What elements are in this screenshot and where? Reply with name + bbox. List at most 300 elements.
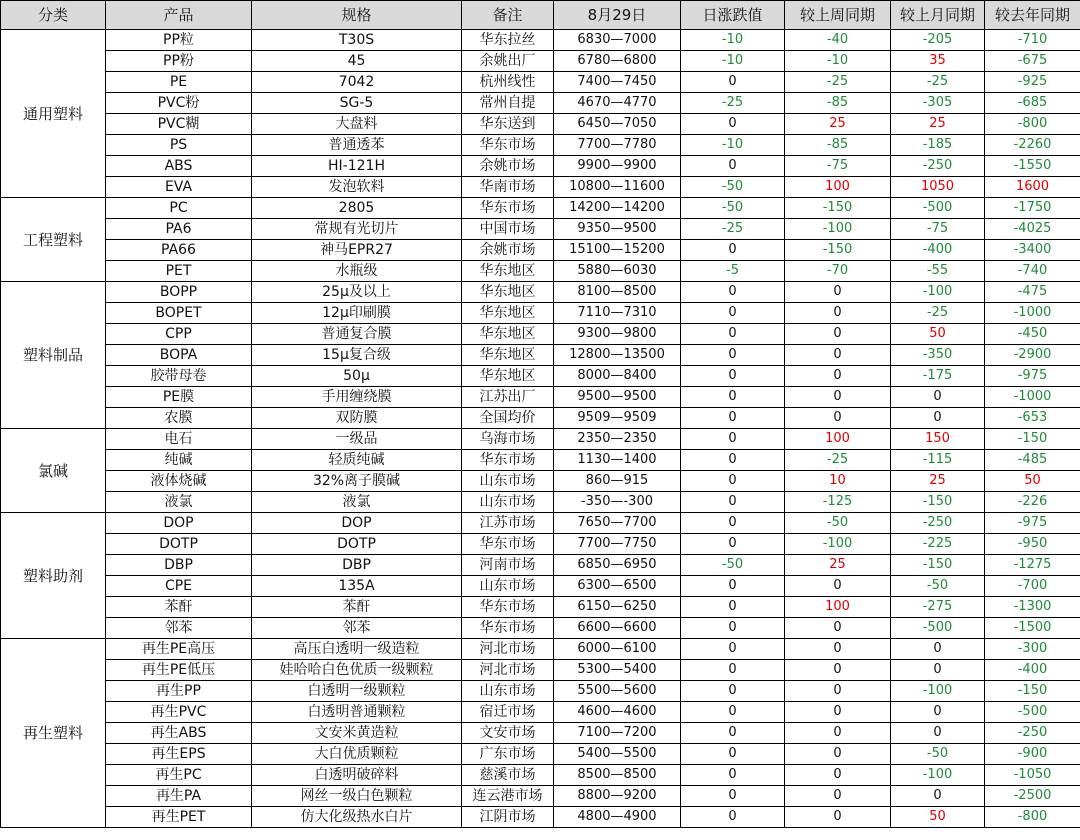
header-spec: 规格: [252, 1, 462, 30]
table-row: [1, 303, 1080, 324]
product-cell: 再生PC: [106, 765, 252, 786]
vs-last-year-cell: -400: [985, 660, 1080, 681]
daily-change-cell: 0: [681, 513, 785, 534]
vs-last-week-cell: 25: [785, 114, 891, 135]
product-cell: CPE: [106, 576, 252, 597]
daily-change-cell: 0: [681, 723, 785, 744]
spec-cell: HI-121H: [252, 156, 462, 177]
vs-last-year-cell: -685: [985, 93, 1080, 114]
spec-cell: 仿大化级热水白片: [252, 807, 462, 828]
vs-last-week-cell: 0: [785, 744, 891, 765]
product-cell: PVC粉: [106, 93, 252, 114]
product-cell: 液氯: [106, 492, 252, 513]
vs-last-month-cell: -185: [891, 135, 985, 156]
spec-cell: DOP: [252, 513, 462, 534]
vs-last-year-cell: -500: [985, 702, 1080, 723]
note-cell: 余姚出厂: [462, 51, 554, 72]
daily-change-cell: -10: [681, 51, 785, 72]
vs-last-year-cell: -300: [985, 639, 1080, 660]
note-cell: 连云港市场: [462, 786, 554, 807]
table-row: [1, 408, 1080, 429]
note-cell: 常州自提: [462, 93, 554, 114]
category-cell: 塑料制品: [1, 282, 106, 429]
vs-last-year-cell: 50: [985, 471, 1080, 492]
table-row: [1, 387, 1080, 408]
spec-cell: 文安米黄造粒: [252, 723, 462, 744]
vs-last-month-cell: 0: [891, 660, 985, 681]
vs-last-month-cell: 25: [891, 471, 985, 492]
daily-change-cell: -10: [681, 30, 785, 51]
spec-cell: 135A: [252, 576, 462, 597]
vs-last-year-cell: -975: [985, 366, 1080, 387]
vs-last-month-cell: 0: [891, 408, 985, 429]
note-cell: 河南市场: [462, 555, 554, 576]
vs-last-week-cell: 0: [785, 303, 891, 324]
table-row: [1, 51, 1080, 72]
vs-last-month-cell: 0: [891, 639, 985, 660]
vs-last-year-cell: -2260: [985, 135, 1080, 156]
spec-cell: 双防膜: [252, 408, 462, 429]
daily-change-cell: 0: [681, 114, 785, 135]
product-cell: DOTP: [106, 534, 252, 555]
vs-last-year-cell: -485: [985, 450, 1080, 471]
vs-last-year-cell: -2500: [985, 786, 1080, 807]
note-cell: 华东地区: [462, 282, 554, 303]
vs-last-week-cell: -40: [785, 30, 891, 51]
vs-last-week-cell: -10: [785, 51, 891, 72]
spec-cell: 白透明普通颗粒: [252, 702, 462, 723]
table-row: [1, 681, 1080, 702]
spec-cell: 50μ: [252, 366, 462, 387]
header-row: [1, 1, 1080, 30]
table-row: [1, 93, 1080, 114]
product-cell: 再生PA: [106, 786, 252, 807]
note-cell: 宿迁市场: [462, 702, 554, 723]
vs-last-year-cell: -1000: [985, 387, 1080, 408]
price-cell: 6600—6600: [554, 618, 681, 639]
product-cell: 再生ABS: [106, 723, 252, 744]
table-row: [1, 639, 1080, 660]
table-row: [1, 177, 1080, 198]
price-cell: 14200—14200: [554, 198, 681, 219]
daily-change-cell: 0: [681, 240, 785, 261]
price-cell: 8100—8500: [554, 282, 681, 303]
category-cell: 再生塑料: [1, 639, 106, 828]
category-cell: 氯碱: [1, 429, 106, 513]
product-cell: DOP: [106, 513, 252, 534]
note-cell: 江苏出厂: [462, 387, 554, 408]
vs-last-year-cell: -1000: [985, 303, 1080, 324]
note-cell: 山东市场: [462, 576, 554, 597]
note-cell: 华东市场: [462, 135, 554, 156]
product-cell: PVC糊: [106, 114, 252, 135]
price-cell: 10800—11600: [554, 177, 681, 198]
note-cell: 华东地区: [462, 366, 554, 387]
vs-last-year-cell: -1300: [985, 597, 1080, 618]
vs-last-week-cell: 10: [785, 471, 891, 492]
note-cell: 慈溪市场: [462, 765, 554, 786]
vs-last-week-cell: 0: [785, 660, 891, 681]
table-row: [1, 324, 1080, 345]
price-cell: 15100—15200: [554, 240, 681, 261]
price-cell: 6000—6100: [554, 639, 681, 660]
vs-last-week-cell: -25: [785, 450, 891, 471]
price-cell: 8800—9200: [554, 786, 681, 807]
vs-last-year-cell: -1550: [985, 156, 1080, 177]
table-row: [1, 576, 1080, 597]
table-row: [1, 597, 1080, 618]
table-row: [1, 429, 1080, 450]
daily-change-cell: 0: [681, 303, 785, 324]
product-cell: PP粒: [106, 30, 252, 51]
vs-last-month-cell: 150: [891, 429, 985, 450]
product-cell: DBP: [106, 555, 252, 576]
vs-last-month-cell: -150: [891, 555, 985, 576]
note-cell: 华东地区: [462, 261, 554, 282]
product-cell: CPP: [106, 324, 252, 345]
header-daily-change: 日涨跌值: [681, 1, 785, 30]
price-cell: 6780—6800: [554, 51, 681, 72]
spec-cell: 12μ印刷膜: [252, 303, 462, 324]
daily-change-cell: 0: [681, 282, 785, 303]
price-cell: 4800—4900: [554, 807, 681, 828]
vs-last-year-cell: -150: [985, 681, 1080, 702]
table-row: [1, 660, 1080, 681]
product-cell: 再生PE低压: [106, 660, 252, 681]
price-cell: 7700—7750: [554, 534, 681, 555]
vs-last-month-cell: -100: [891, 765, 985, 786]
vs-last-week-cell: 0: [785, 282, 891, 303]
spec-cell: 高压白透明一级造粒: [252, 639, 462, 660]
price-cell: 5400—5500: [554, 744, 681, 765]
note-cell: 华东地区: [462, 303, 554, 324]
table-row: [1, 156, 1080, 177]
table-row: [1, 471, 1080, 492]
vs-last-month-cell: -500: [891, 198, 985, 219]
daily-change-cell: 0: [681, 366, 785, 387]
vs-last-year-cell: -710: [985, 30, 1080, 51]
price-cell: 8500—8500: [554, 765, 681, 786]
price-cell: 5880—6030: [554, 261, 681, 282]
daily-change-cell: 0: [681, 744, 785, 765]
price-cell: 6450—7050: [554, 114, 681, 135]
vs-last-month-cell: 50: [891, 324, 985, 345]
vs-last-week-cell: 0: [785, 702, 891, 723]
spec-cell: 大白优质颗粒: [252, 744, 462, 765]
product-cell: 农膜: [106, 408, 252, 429]
vs-last-month-cell: 0: [891, 702, 985, 723]
vs-last-week-cell: 0: [785, 681, 891, 702]
spec-cell: 32%离子膜碱: [252, 471, 462, 492]
vs-last-month-cell: -150: [891, 492, 985, 513]
daily-change-cell: 0: [681, 492, 785, 513]
price-cell: 7700—7780: [554, 135, 681, 156]
table-row: [1, 72, 1080, 93]
vs-last-month-cell: -250: [891, 513, 985, 534]
product-cell: BOPP: [106, 282, 252, 303]
vs-last-year-cell: -250: [985, 723, 1080, 744]
spec-cell: 普通透苯: [252, 135, 462, 156]
spec-cell: 大盘料: [252, 114, 462, 135]
daily-change-cell: 0: [681, 597, 785, 618]
vs-last-month-cell: -250: [891, 156, 985, 177]
vs-last-week-cell: -85: [785, 135, 891, 156]
table-row: [1, 261, 1080, 282]
table-row: [1, 30, 1080, 51]
vs-last-month-cell: -175: [891, 366, 985, 387]
daily-change-cell: -25: [681, 93, 785, 114]
vs-last-year-cell: -975: [985, 513, 1080, 534]
price-cell: 6300—6500: [554, 576, 681, 597]
spec-cell: 一级品: [252, 429, 462, 450]
daily-change-cell: -50: [681, 198, 785, 219]
vs-last-week-cell: 0: [785, 387, 891, 408]
vs-last-month-cell: -50: [891, 744, 985, 765]
vs-last-week-cell: -70: [785, 261, 891, 282]
table-row: [1, 282, 1080, 303]
daily-change-cell: -50: [681, 555, 785, 576]
table-row: [1, 450, 1080, 471]
price-cell: 5300—5400: [554, 660, 681, 681]
vs-last-year-cell: -800: [985, 807, 1080, 828]
vs-last-week-cell: -50: [785, 513, 891, 534]
spec-cell: 液氯: [252, 492, 462, 513]
vs-last-week-cell: 0: [785, 408, 891, 429]
price-cell: 860—915: [554, 471, 681, 492]
daily-change-cell: 0: [681, 576, 785, 597]
daily-change-cell: 0: [681, 534, 785, 555]
vs-last-year-cell: -675: [985, 51, 1080, 72]
product-cell: PP粉: [106, 51, 252, 72]
vs-last-month-cell: 0: [891, 786, 985, 807]
spec-cell: 2805: [252, 198, 462, 219]
header-product: 产品: [106, 1, 252, 30]
product-cell: 电石: [106, 429, 252, 450]
vs-last-month-cell: -25: [891, 303, 985, 324]
vs-last-week-cell: -100: [785, 219, 891, 240]
note-cell: 山东市场: [462, 471, 554, 492]
vs-last-year-cell: -1750: [985, 198, 1080, 219]
product-cell: PS: [106, 135, 252, 156]
daily-change-cell: 0: [681, 765, 785, 786]
daily-change-cell: 0: [681, 639, 785, 660]
spec-cell: SG-5: [252, 93, 462, 114]
vs-last-year-cell: -226: [985, 492, 1080, 513]
vs-last-year-cell: -150: [985, 429, 1080, 450]
daily-change-cell: 0: [681, 72, 785, 93]
vs-last-year-cell: -4025: [985, 219, 1080, 240]
spec-cell: 娃哈哈白色优质一级颗粒: [252, 660, 462, 681]
spec-cell: 邻苯: [252, 618, 462, 639]
vs-last-week-cell: 0: [785, 345, 891, 366]
product-cell: BOPET: [106, 303, 252, 324]
spec-cell: 神马EPR27: [252, 240, 462, 261]
note-cell: 山东市场: [462, 681, 554, 702]
daily-change-cell: 0: [681, 471, 785, 492]
vs-last-month-cell: 35: [891, 51, 985, 72]
note-cell: 江苏市场: [462, 513, 554, 534]
vs-last-month-cell: -50: [891, 576, 985, 597]
product-cell: 再生PE高压: [106, 639, 252, 660]
vs-last-month-cell: -205: [891, 30, 985, 51]
spec-cell: 手用缠绕膜: [252, 387, 462, 408]
vs-last-year-cell: 1600: [985, 177, 1080, 198]
vs-last-month-cell: 50: [891, 807, 985, 828]
note-cell: 华东市场: [462, 198, 554, 219]
note-cell: 余姚市场: [462, 156, 554, 177]
product-cell: 再生PP: [106, 681, 252, 702]
price-cell: 6830—7000: [554, 30, 681, 51]
spec-cell: 水瓶级: [252, 261, 462, 282]
product-cell: 苯酐: [106, 597, 252, 618]
note-cell: 华东地区: [462, 324, 554, 345]
vs-last-year-cell: -1050: [985, 765, 1080, 786]
product-cell: PC: [106, 198, 252, 219]
vs-last-week-cell: 100: [785, 429, 891, 450]
note-cell: 江阴市场: [462, 807, 554, 828]
price-cell: 7100—7200: [554, 723, 681, 744]
table-row: [1, 723, 1080, 744]
daily-change-cell: -25: [681, 219, 785, 240]
category-cell: 通用塑料: [1, 30, 106, 198]
vs-last-month-cell: -75: [891, 219, 985, 240]
header-note: 备注: [462, 1, 554, 30]
price-cell: 9300—9800: [554, 324, 681, 345]
note-cell: 广东市场: [462, 744, 554, 765]
product-cell: 纯碱: [106, 450, 252, 471]
vs-last-month-cell: -225: [891, 534, 985, 555]
vs-last-month-cell: -55: [891, 261, 985, 282]
category-cell: 工程塑料: [1, 198, 106, 282]
spec-cell: 发泡软料: [252, 177, 462, 198]
price-cell: 2350—2350: [554, 429, 681, 450]
note-cell: 河北市场: [462, 660, 554, 681]
table-row: [1, 219, 1080, 240]
header-category: 分类: [1, 1, 106, 30]
daily-change-cell: 0: [681, 618, 785, 639]
spec-cell: 25μ及以上: [252, 282, 462, 303]
price-cell: 6850—6950: [554, 555, 681, 576]
vs-last-year-cell: -1500: [985, 618, 1080, 639]
category-cell: 塑料助剂: [1, 513, 106, 639]
header-vs-last-year: 较去年同期: [985, 1, 1080, 30]
daily-change-cell: -10: [681, 135, 785, 156]
price-cell: 12800—13500: [554, 345, 681, 366]
table-row: [1, 366, 1080, 387]
vs-last-week-cell: -85: [785, 93, 891, 114]
price-cell: 7400—7450: [554, 72, 681, 93]
table-row: [1, 534, 1080, 555]
vs-last-year-cell: -653: [985, 408, 1080, 429]
price-cell: -350—-300: [554, 492, 681, 513]
price-cell: 9350—9500: [554, 219, 681, 240]
vs-last-month-cell: -500: [891, 618, 985, 639]
note-cell: 中国市场: [462, 219, 554, 240]
spec-cell: 网丝一级白色颗粒: [252, 786, 462, 807]
vs-last-week-cell: 25: [785, 555, 891, 576]
vs-last-week-cell: -150: [785, 240, 891, 261]
table-row: [1, 807, 1080, 828]
vs-last-month-cell: 1050: [891, 177, 985, 198]
table-row: [1, 765, 1080, 786]
note-cell: 文安市场: [462, 723, 554, 744]
table-row: [1, 492, 1080, 513]
product-cell: 邻苯: [106, 618, 252, 639]
note-cell: 华东拉丝: [462, 30, 554, 51]
vs-last-year-cell: -800: [985, 114, 1080, 135]
daily-change-cell: 0: [681, 681, 785, 702]
spec-cell: 45: [252, 51, 462, 72]
price-cell: 1130—1400: [554, 450, 681, 471]
vs-last-month-cell: -400: [891, 240, 985, 261]
daily-change-cell: 0: [681, 324, 785, 345]
vs-last-month-cell: -25: [891, 72, 985, 93]
vs-last-year-cell: -475: [985, 282, 1080, 303]
daily-change-cell: 0: [681, 156, 785, 177]
vs-last-month-cell: -350: [891, 345, 985, 366]
vs-last-year-cell: -1275: [985, 555, 1080, 576]
table-row: [1, 618, 1080, 639]
product-cell: PA6: [106, 219, 252, 240]
note-cell: 华东市场: [462, 618, 554, 639]
vs-last-month-cell: 0: [891, 723, 985, 744]
note-cell: 华东地区: [462, 345, 554, 366]
price-cell: 9900—9900: [554, 156, 681, 177]
spec-cell: 常规有光切片: [252, 219, 462, 240]
spec-cell: T30S: [252, 30, 462, 51]
note-cell: 山东市场: [462, 492, 554, 513]
table-row: [1, 135, 1080, 156]
note-cell: 华东市场: [462, 534, 554, 555]
price-cell: 5500—5600: [554, 681, 681, 702]
vs-last-month-cell: 0: [891, 387, 985, 408]
vs-last-week-cell: 100: [785, 177, 891, 198]
daily-change-cell: 0: [681, 660, 785, 681]
spec-cell: DBP: [252, 555, 462, 576]
table-row: [1, 345, 1080, 366]
spec-cell: 轻质纯碱: [252, 450, 462, 471]
spec-cell: 7042: [252, 72, 462, 93]
note-cell: 河北市场: [462, 639, 554, 660]
vs-last-week-cell: 0: [785, 765, 891, 786]
table-row: [1, 198, 1080, 219]
note-cell: 乌海市场: [462, 429, 554, 450]
table-row: [1, 702, 1080, 723]
spec-cell: DOTP: [252, 534, 462, 555]
price-cell: 9500—9500: [554, 387, 681, 408]
vs-last-week-cell: 0: [785, 324, 891, 345]
table-body: [1, 30, 1080, 828]
price-cell: 4670—4770: [554, 93, 681, 114]
daily-change-cell: 0: [681, 702, 785, 723]
vs-last-month-cell: -115: [891, 450, 985, 471]
vs-last-month-cell: -100: [891, 681, 985, 702]
vs-last-year-cell: -450: [985, 324, 1080, 345]
note-cell: 华东市场: [462, 450, 554, 471]
vs-last-week-cell: 0: [785, 639, 891, 660]
vs-last-week-cell: -75: [785, 156, 891, 177]
vs-last-week-cell: 0: [785, 618, 891, 639]
note-cell: 全国均价: [462, 408, 554, 429]
table-row: [1, 744, 1080, 765]
vs-last-month-cell: -100: [891, 282, 985, 303]
vs-last-week-cell: 0: [785, 723, 891, 744]
price-cell: 6150—6250: [554, 597, 681, 618]
vs-last-month-cell: 25: [891, 114, 985, 135]
spec-cell: 苯酐: [252, 597, 462, 618]
product-cell: PE膜: [106, 387, 252, 408]
table-row: [1, 513, 1080, 534]
